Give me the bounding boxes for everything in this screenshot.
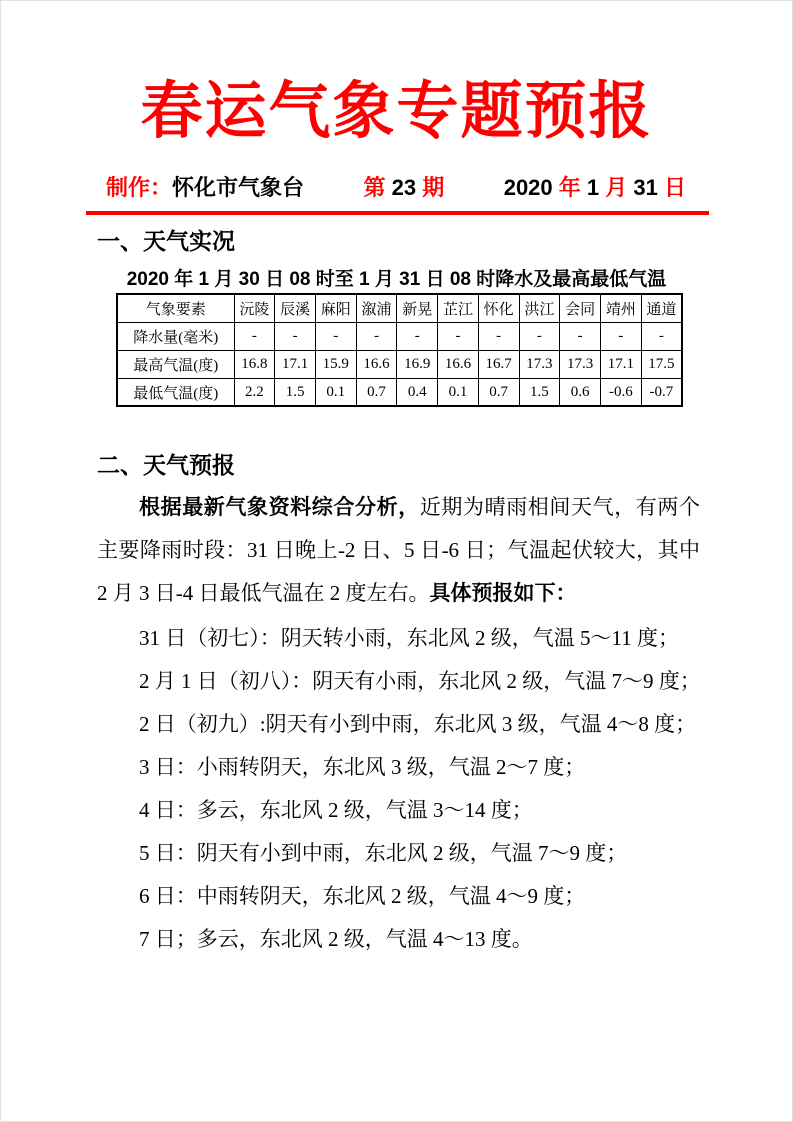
table-cell: - — [641, 322, 682, 350]
forecast-line-feb6: 6 日：中雨转阴天，东北风 2 级，气温 4～9 度； — [139, 883, 586, 908]
table-cell: 0.7 — [478, 378, 519, 406]
date-year-value: 2020 — [503, 174, 559, 200]
table-header-cell: 辰溪 — [275, 294, 316, 322]
table-cell: 16.8 — [234, 350, 275, 378]
table-header-cell: 溆浦 — [356, 294, 397, 322]
table-cell: - — [234, 322, 275, 350]
table-row — [117, 378, 682, 406]
table-cell: - — [438, 322, 479, 350]
table-header-row — [117, 294, 682, 322]
forecast-line-feb2: 2 日（初九）:阴天有小到中雨，东北风 3 级，气温 4～8 度； — [139, 711, 697, 736]
table-row — [117, 350, 682, 378]
issue-date — [504, 171, 686, 202]
table-cell: 2.2 — [234, 378, 275, 406]
table-cell: 1.5 — [519, 378, 560, 406]
table-cell: 17.3 — [519, 350, 560, 378]
weather-table-caption: 2020 年 1 月 30 日 08 时至 1 月 31 日 08 时降水及最高最低气温 — [126, 269, 667, 291]
table-cell: 17.3 — [560, 350, 601, 378]
table-header-cell: 会同 — [560, 294, 601, 322]
table-cell: 17.5 — [641, 350, 682, 378]
table-cell: 0.1 — [315, 378, 356, 406]
weather-observation-table — [116, 293, 683, 407]
table-cell: 0.7 — [356, 378, 397, 406]
forecast-line-feb5: 5 日：阴天有小到中雨，东北风 2 级，气温 7～9 度； — [139, 840, 628, 865]
issue-number — [364, 171, 445, 202]
document-title: 春运气象专题预报 — [140, 78, 653, 146]
intro-bold-lead: 根据最新气象资料综合分析， — [139, 495, 420, 519]
table-header-cell: 靖州 — [600, 294, 641, 322]
forecast-line-day31: 31 日（初七）：阴天转小雨，东北风 2 级，气温 5～11 度； — [139, 625, 679, 650]
forecast-intro-paragraph — [97, 486, 700, 615]
producer-value: 怀化市气象台 — [172, 174, 305, 200]
date-day-unit: 日 — [663, 174, 686, 200]
table-cell: 0.1 — [438, 378, 479, 406]
section-2-heading: 二、天气预报 — [97, 452, 235, 479]
date-month-unit: 月 — [605, 174, 628, 200]
table-cell: - — [275, 322, 316, 350]
table-header-cell: 新晃 — [397, 294, 438, 322]
daily-forecast-list — [1, 617, 792, 961]
issue-prefix: 第 — [363, 174, 392, 200]
forecast-line-feb7: 7 日；多云，东北风 2 级，气温 4～13 度。 — [139, 926, 533, 951]
table-cell: - — [356, 322, 397, 350]
table-row-label: 最高气温(度) — [117, 350, 234, 378]
table-header-cell: 气象要素 — [117, 294, 234, 322]
issue-value: 23 — [391, 174, 417, 200]
table-cell: 15.9 — [315, 350, 356, 378]
table-header-cell: 通道 — [641, 294, 682, 322]
table-cell: - — [519, 322, 560, 350]
table-cell: 1.5 — [275, 378, 316, 406]
date-month-value: 1 — [580, 174, 606, 200]
table-cell: -0.6 — [600, 378, 641, 406]
meta-row — [106, 171, 686, 202]
producer-label: 制作： — [106, 174, 173, 200]
table-cell: 0.6 — [560, 378, 601, 406]
forecast-line-feb4: 4 日：多云，东北风 2 级，气温 3～14 度； — [139, 797, 533, 822]
table-cell: - — [478, 322, 519, 350]
table-cell: - — [397, 322, 438, 350]
table-row-label: 降水量(毫米) — [117, 322, 234, 350]
table-header-cell: 芷江 — [438, 294, 479, 322]
table-cell: 0.4 — [397, 378, 438, 406]
table-row-label: 最低气温(度) — [117, 378, 234, 406]
forecast-line-feb3: 3 日：小雨转阴天，东北风 3 级，气温 2～7 度； — [139, 754, 586, 779]
date-day-value: 31 — [627, 174, 664, 200]
table-cell: 16.7 — [478, 350, 519, 378]
table-cell: - — [600, 322, 641, 350]
table-cell: - — [315, 322, 356, 350]
red-divider-rule — [86, 211, 709, 215]
table-header-cell: 洪江 — [519, 294, 560, 322]
table-cell: 16.9 — [397, 350, 438, 378]
table-header-cell: 沅陵 — [234, 294, 275, 322]
table-cell: 17.1 — [275, 350, 316, 378]
forecast-line-feb1: 2 月 1 日（初八）：阴天有小雨，东北风 2 级，气温 7～9 度； — [139, 668, 701, 693]
table-cell: -0.7 — [641, 378, 682, 406]
table-cell: 16.6 — [438, 350, 479, 378]
intro-body-text: 近期为晴雨相间天气，有两个主要降雨时段：31 日晚上-2 日、5 日-6 日；气温起伏较大，其中 2 月 3 日-4 日最低气温在 2 度左右。 — [97, 494, 701, 605]
date-year-unit: 年 — [558, 174, 581, 200]
table-row — [117, 322, 682, 350]
table-cell: 17.1 — [600, 350, 641, 378]
issue-suffix: 期 — [416, 174, 445, 200]
table-cell: - — [560, 322, 601, 350]
intro-bold-tail: 具体预报如下： — [429, 581, 577, 605]
table-header-cell: 怀化 — [478, 294, 519, 322]
section-1-heading: 一、天气实况 — [97, 227, 235, 254]
table-header-cell: 麻阳 — [315, 294, 356, 322]
table-cell: 16.6 — [356, 350, 397, 378]
producer-field — [106, 171, 304, 202]
